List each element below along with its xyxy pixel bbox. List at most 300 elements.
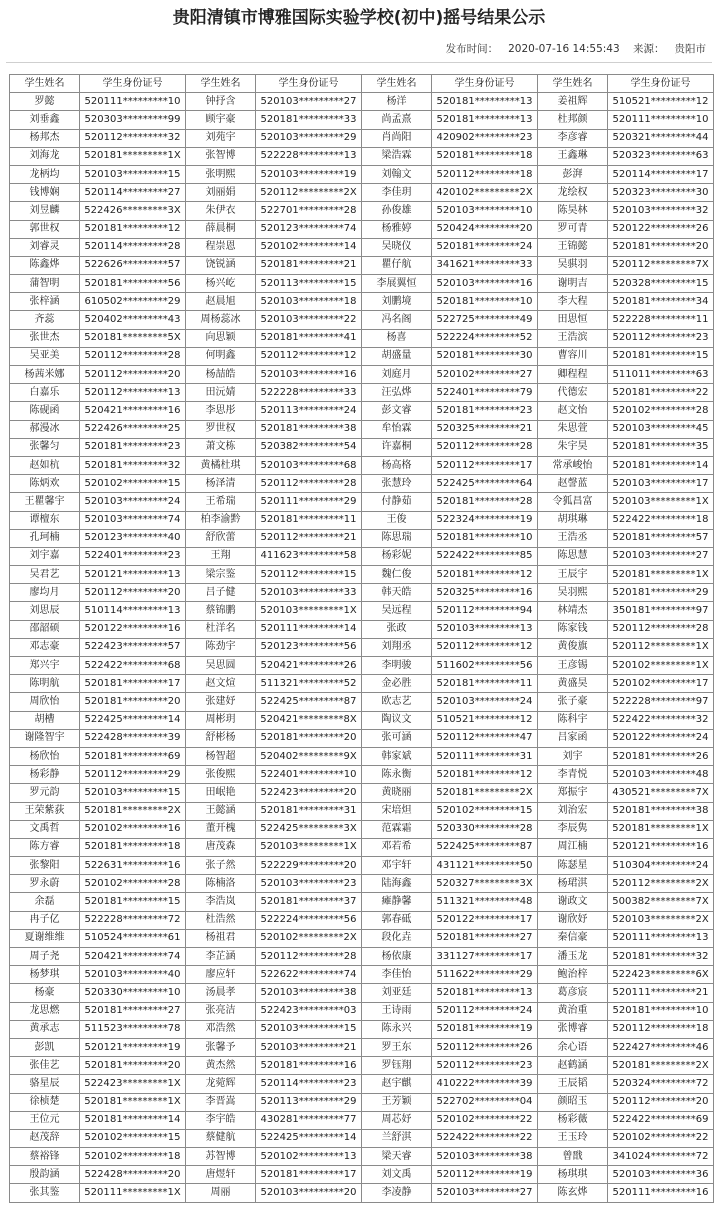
student-id-cell: 410222*********39: [432, 1075, 538, 1093]
student-name-cell: 潘玉龙: [538, 948, 608, 966]
student-name-cell: 孔珂楠: [10, 529, 80, 547]
table-row: [10, 1184, 714, 1202]
student-name-cell: 殷韵涵: [10, 1166, 80, 1184]
table-row: [10, 1148, 714, 1166]
student-name-cell: 谭檀东: [10, 511, 80, 529]
student-id-cell: 520112*********17: [432, 456, 538, 474]
student-name-cell: 杨雅婷: [362, 220, 432, 238]
student-name-cell: 吴骐羽: [538, 256, 608, 274]
student-id-cell: 431121*********50: [432, 857, 538, 875]
student-name-cell: 韩天皓: [362, 584, 432, 602]
student-name-cell: 尚孟熹: [362, 111, 432, 129]
student-id-cell: 520181*********31: [256, 802, 362, 820]
student-id-cell: 520112*********20: [80, 584, 186, 602]
student-name-cell: 田思恒: [538, 311, 608, 329]
student-id-cell: 522423*********1X: [80, 1075, 186, 1093]
student-name-cell: 陈楠洛: [186, 875, 256, 893]
student-id-cell: 520181*********30: [432, 347, 538, 365]
student-id-cell: 520103*********1X: [256, 838, 362, 856]
student-id-cell: 520113*********24: [256, 402, 362, 420]
student-name-cell: 杨彩薇: [538, 1111, 608, 1129]
student-name-cell: 吴羽熙: [538, 584, 608, 602]
student-name-cell: 曾戬: [538, 1148, 608, 1166]
student-id-cell: 520103*********15: [80, 165, 186, 183]
student-id-cell: 520325*********21: [432, 420, 538, 438]
student-name-cell: 陈砚函: [10, 402, 80, 420]
student-id-cell: 520181*********10: [432, 529, 538, 547]
student-name-cell: 王翔: [186, 547, 256, 565]
student-name-cell: 魏仁俊: [362, 566, 432, 584]
student-name-cell: 罗元韵: [10, 784, 80, 802]
student-name-cell: 范霖霜: [362, 820, 432, 838]
student-name-cell: 瞿仔航: [362, 256, 432, 274]
student-name-cell: 王位元: [10, 1111, 80, 1129]
student-name-cell: 刘翰文: [362, 165, 432, 183]
student-id-cell: 520103*********17: [608, 475, 714, 493]
student-id-cell: 520121*********19: [80, 1038, 186, 1056]
student-id-cell: 522422*********69: [608, 1111, 714, 1129]
student-name-cell: 李彦睿: [538, 129, 608, 147]
student-id-cell: 520181*********35: [608, 438, 714, 456]
student-name-cell: 陈方睿: [10, 838, 80, 856]
student-name-cell: 饶锐涵: [186, 256, 256, 274]
student-name-cell: 汪弘烨: [362, 384, 432, 402]
student-name-cell: 赵鹤涵: [538, 1057, 608, 1075]
student-id-cell: 522426*********25: [80, 420, 186, 438]
student-name-cell: 蔡锦鹏: [186, 602, 256, 620]
student-name-cell: 杨欣怡: [10, 747, 80, 765]
student-name-cell: 杨邦杰: [10, 129, 80, 147]
student-name-cell: 李青悦: [538, 766, 608, 784]
student-name-cell: 骆星辰: [10, 1075, 80, 1093]
table-row: [10, 675, 714, 693]
student-name-cell: 林靖杰: [538, 602, 608, 620]
student-id-cell: 520103*********48: [608, 766, 714, 784]
table-row: [10, 402, 714, 420]
student-id-cell: 510114*********13: [80, 602, 186, 620]
table-row: [10, 766, 714, 784]
student-id-cell: 520181*********10: [608, 1002, 714, 1020]
student-id-cell: 520181*********13: [432, 93, 538, 111]
lottery-result-table: [9, 74, 714, 1203]
student-id-cell: 520181*********17: [256, 1166, 362, 1184]
header-divider: [6, 62, 712, 63]
student-name-cell: 李辰隽: [538, 820, 608, 838]
student-id-cell: 520112*********28: [256, 948, 362, 966]
student-name-cell: 罗可青: [538, 220, 608, 238]
student-id-cell: 520112*********12: [256, 347, 362, 365]
student-id-cell: 520123*********40: [80, 529, 186, 547]
student-name-cell: 谢明吉: [538, 275, 608, 293]
student-id-cell: 520112*********32: [80, 129, 186, 147]
student-id-cell: 520181*********56: [80, 275, 186, 293]
table-row: [10, 929, 714, 947]
table-row: [10, 1057, 714, 1075]
student-id-cell: 520112*********28: [432, 438, 538, 456]
student-name-cell: 代德宏: [538, 384, 608, 402]
student-id-cell: 520112*********1X: [608, 638, 714, 656]
student-name-cell: 白嘉乐: [10, 384, 80, 402]
student-id-cell: 520181*********20: [80, 693, 186, 711]
student-name-cell: 梁浩霖: [362, 147, 432, 165]
student-id-cell: 520122*********16: [80, 620, 186, 638]
student-id-cell: 520181*********20: [608, 238, 714, 256]
student-name-cell: 苏智博: [186, 1148, 256, 1166]
student-id-cell: 522422*********18: [608, 511, 714, 529]
student-id-cell: 520421*********26: [256, 657, 362, 675]
table-row: [10, 966, 714, 984]
student-name-cell: 陈家钱: [538, 620, 608, 638]
student-id-cell: 520112*********20: [608, 1093, 714, 1111]
student-id-cell: 520181*********57: [608, 529, 714, 547]
student-name-cell: 牟怡霖: [362, 420, 432, 438]
table-row: [10, 566, 714, 584]
student-id-cell: 520181*********34: [608, 293, 714, 311]
student-name-cell: 杨兴屹: [186, 275, 256, 293]
table-row: [10, 838, 714, 856]
student-name-cell: 谢隆智宇: [10, 729, 80, 747]
student-id-cell: 511011*********63: [608, 366, 714, 384]
student-id-cell: 411623*********58: [256, 547, 362, 565]
student-id-cell: 520112*********28: [608, 620, 714, 638]
table-row: [10, 657, 714, 675]
student-id-cell: 520112*********29: [80, 766, 186, 784]
student-name-cell: 蔡健航: [186, 1129, 256, 1147]
student-name-cell: 周子尧: [10, 948, 80, 966]
student-name-cell: 周丽: [186, 1184, 256, 1202]
student-id-cell: 522228*********72: [80, 911, 186, 929]
student-id-cell: 500382*********7X: [608, 893, 714, 911]
student-name-cell: 顾宇豪: [186, 111, 256, 129]
table-row: [10, 984, 714, 1002]
student-id-cell: 520102*********15: [432, 802, 538, 820]
student-name-cell: 董开槐: [186, 820, 256, 838]
student-id-cell: 520111*********10: [608, 111, 714, 129]
table-row: [10, 638, 714, 656]
student-id-cell: 520114*********28: [80, 238, 186, 256]
table-row: [10, 93, 714, 111]
student-id-cell: 520181*********22: [608, 384, 714, 402]
student-id-cell: 520181*********27: [432, 929, 538, 947]
student-id-cell: 520102*********1X: [608, 657, 714, 675]
student-id-cell: 520181*********20: [80, 1057, 186, 1075]
student-name-cell: 杨琪琪: [538, 1166, 608, 1184]
student-id-cell: 520181*********12: [432, 566, 538, 584]
student-id-cell: 520114*********27: [80, 184, 186, 202]
student-name-cell: 胡槽: [10, 711, 80, 729]
student-name-cell: 陈思瑞: [362, 529, 432, 547]
student-id-cell: 522401*********79: [432, 384, 538, 402]
student-name-cell: 王俊: [362, 511, 432, 529]
table-row: [10, 1129, 714, 1147]
student-name-cell: 李晋嵩: [186, 1093, 256, 1111]
student-name-cell: 李凌静: [362, 1184, 432, 1202]
student-id-cell: 520103*********38: [432, 1148, 538, 1166]
student-name-cell: 赵晨旭: [186, 293, 256, 311]
student-id-cell: 520103*********27: [432, 1184, 538, 1202]
student-id-cell: 350181*********97: [608, 602, 714, 620]
student-id-cell: 520181*********14: [608, 456, 714, 474]
student-id-cell: 520103*********10: [432, 202, 538, 220]
student-id-cell: 522423*********57: [80, 638, 186, 656]
student-id-cell: 520103*********16: [256, 366, 362, 384]
student-id-cell: 522423*********6X: [608, 966, 714, 984]
student-id-cell: 520181*********32: [80, 456, 186, 474]
student-name-cell: 张世杰: [10, 329, 80, 347]
table-row: [10, 820, 714, 838]
student-name-cell: 夏谢维维: [10, 929, 80, 947]
student-name-cell: 冯名阁: [362, 311, 432, 329]
student-id-cell: 522423*********20: [256, 784, 362, 802]
student-name-cell: 杨泽清: [186, 475, 256, 493]
student-name-cell: 杨喆皓: [186, 366, 256, 384]
table-body: [10, 93, 714, 1202]
student-id-cell: 520111*********31: [432, 747, 538, 765]
table-row: [10, 147, 714, 165]
student-name-cell: 张佳艺: [10, 1057, 80, 1075]
student-id-cell: 520111*********14: [256, 620, 362, 638]
publish-label: 发布时间：: [445, 43, 499, 55]
student-name-cell: 唐煜轩: [186, 1166, 256, 1184]
table-row: [10, 1075, 714, 1093]
student-name-cell: 廖应轩: [186, 966, 256, 984]
student-name-cell: 邵韶硕: [10, 620, 80, 638]
student-id-cell: 520112*********18: [608, 1020, 714, 1038]
table-row: [10, 493, 714, 511]
student-name-cell: 张馨匀: [10, 438, 80, 456]
student-name-cell: 卿程程: [538, 366, 608, 384]
student-name-cell: 邓志豪: [10, 638, 80, 656]
student-name-cell: 田沅婧: [186, 384, 256, 402]
student-name-cell: 罗永蔚: [10, 875, 80, 893]
table-row: [10, 747, 714, 765]
student-id-cell: 520181*********5X: [80, 329, 186, 347]
student-id-cell: 520112*********28: [256, 475, 362, 493]
student-id-cell: 520103*********1X: [608, 493, 714, 511]
student-name-cell: 刘昱麟: [10, 202, 80, 220]
student-name-cell: 蒲智明: [10, 275, 80, 293]
student-id-cell: 522428*********39: [80, 729, 186, 747]
student-id-cell: 520103*********40: [80, 966, 186, 984]
student-name-cell: 吕子健: [186, 584, 256, 602]
student-id-cell: 520181*********1X: [608, 820, 714, 838]
student-name-cell: 吴思圆: [186, 657, 256, 675]
student-name-cell: 冉子亿: [10, 911, 80, 929]
student-name-cell: 杨彩静: [10, 766, 80, 784]
student-id-cell: 520121*********13: [80, 566, 186, 584]
student-id-cell: 520323*********63: [608, 147, 714, 165]
student-name-cell: 李思彤: [186, 402, 256, 420]
student-id-cell: 520181*********41: [256, 329, 362, 347]
student-id-cell: 520112*********28: [80, 347, 186, 365]
student-name-cell: 杨祖君: [186, 929, 256, 947]
student-name-cell: 王瞿馨宇: [10, 493, 80, 511]
student-id-cell: 520103*********38: [256, 984, 362, 1002]
student-id-cell: 520102*********28: [608, 402, 714, 420]
student-name-cell: 陈玄烨: [538, 1184, 608, 1202]
student-id-cell: 520323*********30: [608, 184, 714, 202]
student-name-cell: 黄治重: [538, 1002, 608, 1020]
student-id-cell: 520181*********2X: [608, 1057, 714, 1075]
column-header-student-id: 学生身份证号: [256, 75, 362, 93]
student-name-cell: 刘鹏境: [362, 293, 432, 311]
student-name-cell: 张慧玲: [362, 475, 432, 493]
student-id-cell: 520103*********32: [608, 202, 714, 220]
student-name-cell: 邓宇轩: [362, 857, 432, 875]
student-id-cell: 520112*********26: [432, 1038, 538, 1056]
student-id-cell: 420102*********2X: [432, 184, 538, 202]
student-name-cell: 陈炳欢: [10, 475, 80, 493]
table-row: [10, 165, 714, 183]
student-name-cell: 令狐昌富: [538, 493, 608, 511]
student-name-cell: 赵謦蓝: [538, 475, 608, 493]
student-name-cell: 齐蕊: [10, 311, 80, 329]
student-name-cell: 陈瑟星: [538, 857, 608, 875]
student-id-cell: 520181*********37: [256, 893, 362, 911]
student-id-cell: 520103*********33: [256, 584, 362, 602]
table-row: [10, 384, 714, 402]
student-id-cell: 520181*********28: [432, 493, 538, 511]
table-row: [10, 420, 714, 438]
student-id-cell: 520181*********10: [432, 293, 538, 311]
student-name-cell: 张建妤: [186, 693, 256, 711]
student-id-cell: 522425*********14: [256, 1129, 362, 1147]
student-name-cell: 向思颖: [186, 329, 256, 347]
student-id-cell: 520181*********33: [256, 111, 362, 129]
student-id-cell: 520102*********28: [80, 875, 186, 893]
student-id-cell: 520181*********11: [256, 511, 362, 529]
student-id-cell: 520111*********13: [608, 929, 714, 947]
student-id-cell: 341024*********72: [608, 1148, 714, 1166]
student-name-cell: 葛彦宸: [538, 984, 608, 1002]
student-id-cell: 520103*********15: [256, 1020, 362, 1038]
student-name-cell: 周江楠: [538, 838, 608, 856]
student-id-cell: 520112*********23: [608, 329, 714, 347]
student-name-cell: 刘宇: [538, 747, 608, 765]
student-id-cell: 520122*********26: [608, 220, 714, 238]
student-id-cell: 520112*********12: [432, 638, 538, 656]
student-name-cell: 刘庭月: [362, 366, 432, 384]
student-name-cell: 朱伊衣: [186, 202, 256, 220]
student-id-cell: 520113*********29: [256, 1093, 362, 1111]
student-id-cell: 520114*********23: [256, 1075, 362, 1093]
student-id-cell: 510524*********61: [80, 929, 186, 947]
student-name-cell: 杜浩然: [186, 911, 256, 929]
student-name-cell: 邓若希: [362, 838, 432, 856]
column-header-student-id: 学生身份证号: [432, 75, 538, 93]
student-id-cell: 520111*********29: [256, 493, 362, 511]
student-id-cell: 520103*********24: [432, 693, 538, 711]
student-id-cell: 520181*********16: [256, 1057, 362, 1075]
student-name-cell: 龙菀辉: [186, 1075, 256, 1093]
student-name-cell: 张博睿: [538, 1020, 608, 1038]
student-name-cell: 彭凯: [10, 1038, 80, 1056]
student-name-cell: 汤晨孝: [186, 984, 256, 1002]
student-id-cell: 520181*********21: [256, 256, 362, 274]
student-id-cell: 520181*********26: [608, 747, 714, 765]
student-name-cell: 陈科宇: [538, 711, 608, 729]
publish-meta: [446, 42, 706, 56]
student-name-cell: 姜祖辉: [538, 93, 608, 111]
student-name-cell: 杨喜: [362, 329, 432, 347]
student-id-cell: 522702*********04: [432, 1093, 538, 1111]
student-name-cell: 刘亚廷: [362, 984, 432, 1002]
table-row: [10, 802, 714, 820]
student-id-cell: 520112*********13: [80, 384, 186, 402]
student-name-cell: 曹容川: [538, 347, 608, 365]
student-id-cell: 511321*********48: [432, 893, 538, 911]
student-name-cell: 何明鑫: [186, 347, 256, 365]
student-id-cell: 520103*********24: [80, 493, 186, 511]
student-id-cell: 520181*********15: [608, 347, 714, 365]
table-row: [10, 202, 714, 220]
student-id-cell: 520103*********21: [256, 1038, 362, 1056]
source-value: 贵阳市: [674, 43, 706, 55]
student-name-cell: 谢政文: [538, 893, 608, 911]
student-id-cell: 522422*********32: [608, 711, 714, 729]
student-id-cell: 520102*********15: [80, 475, 186, 493]
student-id-cell: 522229*********20: [256, 857, 362, 875]
student-id-cell: 522725*********49: [432, 311, 538, 329]
student-name-cell: 赵如杭: [10, 456, 80, 474]
student-id-cell: 520102*********2X: [256, 929, 362, 947]
table-row: [10, 438, 714, 456]
student-name-cell: 韩家斌: [362, 747, 432, 765]
student-id-cell: 522228*********11: [608, 311, 714, 329]
student-id-cell: 520102*********13: [256, 1148, 362, 1166]
student-id-cell: 520181*********24: [432, 238, 538, 256]
student-id-cell: 520103*********27: [608, 547, 714, 565]
student-name-cell: 杨智超: [186, 747, 256, 765]
student-name-cell: 王鑫琳: [538, 147, 608, 165]
student-name-cell: 李佳怡: [362, 966, 432, 984]
student-name-cell: 杨依康: [362, 948, 432, 966]
student-name-cell: 刘思辰: [10, 602, 80, 620]
student-name-cell: 王诗雨: [362, 1002, 432, 1020]
student-name-cell: 周杨蕊冰: [186, 311, 256, 329]
student-id-cell: 520111*********1X: [80, 1184, 186, 1202]
table-row: [10, 1093, 714, 1111]
student-id-cell: 520123*********74: [256, 220, 362, 238]
student-id-cell: 510304*********24: [608, 857, 714, 875]
student-id-cell: 511602*********56: [432, 657, 538, 675]
table-row: [10, 347, 714, 365]
student-id-cell: 520122*********24: [608, 729, 714, 747]
student-id-cell: 520103*********45: [608, 420, 714, 438]
student-id-cell: 520421*********8X: [256, 711, 362, 729]
student-id-cell: 520402*********9X: [256, 747, 362, 765]
student-name-cell: 胡琪琳: [538, 511, 608, 529]
student-name-cell: 田岷艳: [186, 784, 256, 802]
student-name-cell: 邓浩然: [186, 1020, 256, 1038]
student-name-cell: 舒欣蕾: [186, 529, 256, 547]
student-id-cell: 520111*********16: [608, 1184, 714, 1202]
student-name-cell: 吴晓仪: [362, 238, 432, 256]
student-id-cell: 520112*********23: [432, 1057, 538, 1075]
table-row: [10, 1111, 714, 1129]
student-id-cell: 522401*********23: [80, 547, 186, 565]
student-name-cell: 黄橘杜琪: [186, 456, 256, 474]
student-id-cell: 520102*********22: [432, 1111, 538, 1129]
source: [633, 43, 706, 55]
student-id-cell: 511523*********78: [80, 1020, 186, 1038]
student-id-cell: 520103*********2X: [608, 911, 714, 929]
table-row: [10, 875, 714, 893]
student-name-cell: 周欣怡: [10, 693, 80, 711]
table-row: [10, 275, 714, 293]
table-row: [10, 529, 714, 547]
table-row: [10, 293, 714, 311]
